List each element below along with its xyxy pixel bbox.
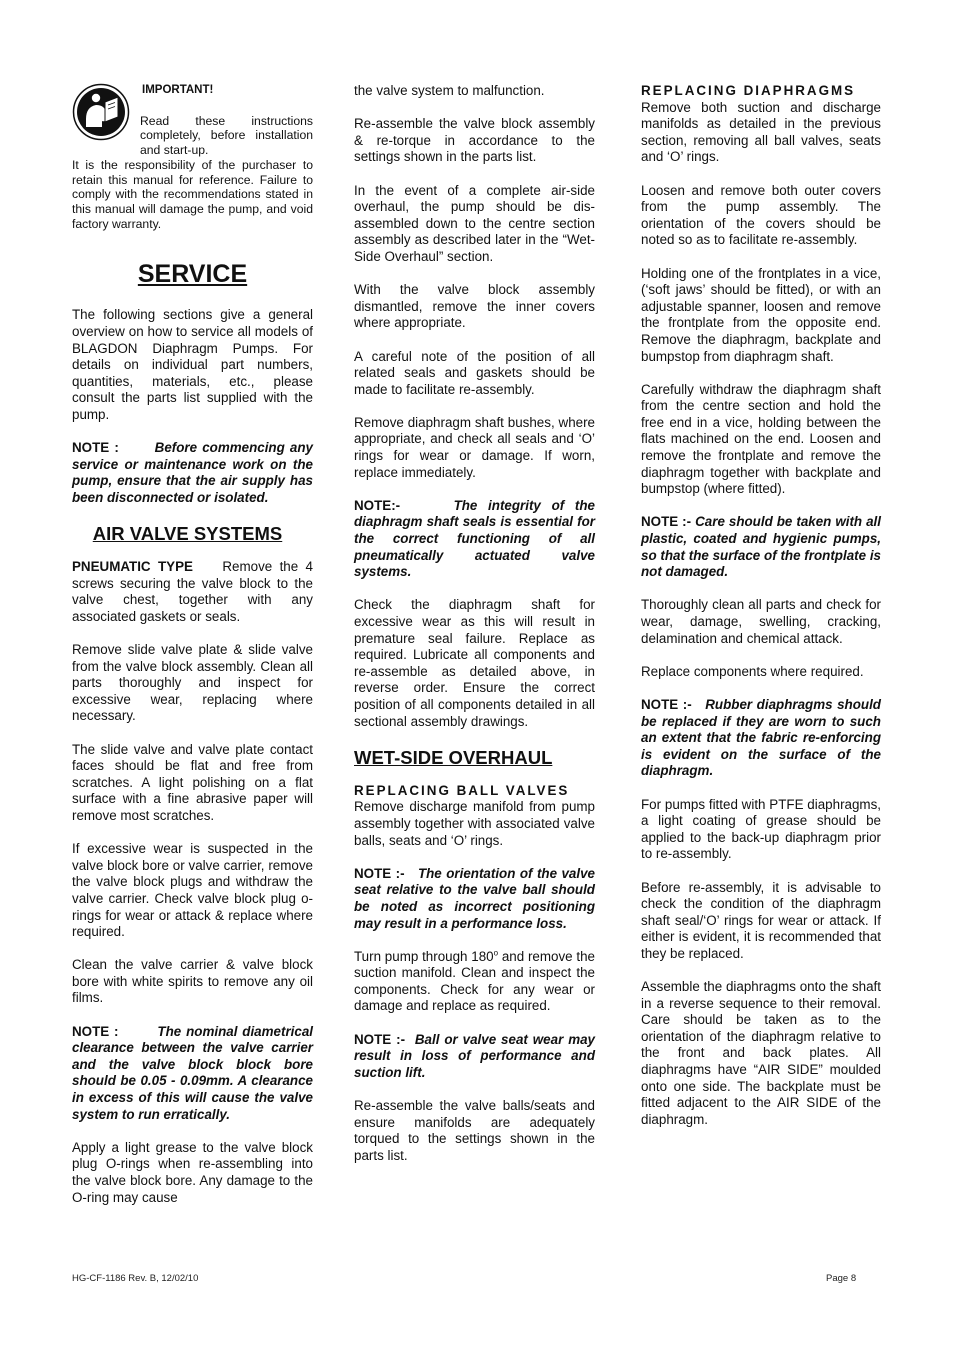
air-valve-p7: Re-assemble the valve block assembly & re-torque in accordance to the settings shown in the parts list. [354,116,595,165]
replacing-ball-valves: REPLACING BALL VALVES Remove discharge manifold from pump assembly together with associated valve balls, seats and ‘O’ rings. [354,782,595,848]
important-text-a: Read these instructions completely, before installation and start-up. [140,113,313,158]
column-1 [72,83,313,1223]
footer-doc-ref: HG-CF-1186 Rev. B, 12/02/10 [72,1273,199,1284]
important-title: IMPORTANT! [142,84,214,96]
footer-page-number: Page 8 [826,1273,857,1284]
wet-side-note1: NOTE :- The orientation of the valve seat relative to the valve ball should be noted as incorrect positioning may result in a performance loss. [354,865,595,931]
air-valve-p3: The slide valve and valve plate contact faces should be flat and free from scratches. A light polishing on a flat surface with a fine abrasive paper will remove most scratches. [72,741,313,823]
column-3 [641,83,881,1145]
air-valve-p2: Remove slide valve plate & slide valve from the valve block assembly. Clean all parts thoroughly and inspect for excessive wear, replacing where necessary. [72,642,313,724]
air-valve-p12: Check the diaphragm shaft for excessive wear as this will result in premature seal failure. Replace as required. Lubricate all components and re-assemble as detailed above, in reverse order. Ensure the correct position of all components detailed in all sectional assembly drawings. [354,597,595,729]
diaphragm-p4: Carefully withdraw the diaphragm shaft from the centre section and hold the free end in a vice, holding between the flats machined on the end. Loosen and remove the frontplate and remove the diaphragm together with backplate and bumpstop (where fitted). [641,381,881,497]
diaphragm-p9: Assemble the diaphragms onto the shaft in a reverse sequence to their removal. Care should be taken as to the orientation of the diaphragm relative to the front and back plates. All diaphragms have “AIR SIDE” moulded onto one side. The backplate must be fitted adjacent to the AIR SIDE of the diaphragm. [641,979,881,1127]
service-intro: The following sections give a general overview on how to service all models of BLAGDON Diaphragm Pumps. For details on individual part numbers, quantities, materials, etc., please consult the parts list supplied with the pump. [72,307,313,422]
read-manual-icon [72,83,130,141]
diaphragm-p3: Holding one of the frontplates in a vice, (‘soft jaws’ should be fitted), or with an adjustable spanner, loosen and remove the frontplate from the opposite end. Remove the diaphragm, backplate and bumpstop from diaphragm shaft. [641,265,881,364]
air-valve-p10: A careful note of the position of all related seals and gaskets should be made to facilitate re-assembly. [354,348,595,397]
diaphragm-p2: Loosen and remove both outer covers from the pump assembly. The orientation of the covers should be noted so as to facilitate re-assembly. [641,182,881,248]
diaphragm-p6: Replace components where required. [641,663,864,679]
air-valve-p11: Remove diaphragm shaft bushes, where appropriate, and check all seals and ‘O’ rings for wear or damage. If worn, replace immediately. [354,414,595,480]
pneumatic-type: PNEUMATIC TYPE Remove the 4 screws securing the valve block to the valve chest, together with any associated gaskets or seals. [72,559,313,624]
wet-side-note2: NOTE :- Ball or valve seat wear may result in loss of performance and suction lift. [354,1031,595,1080]
air-valve-p8: In the event of a complete air-side overhaul, the pump should be dis-assembled down to the centre section assembly as described later in the “Wet-Side Overhaul” section. [354,182,595,264]
important-notice [72,83,313,231]
diaphragm-p7: For pumps fitted with PTFE diaphragms, a light coating of grease should be applied to the back-up diaphragm prior to re-assembly. [641,796,881,862]
air-valve-p4: If excessive wear is suspected in the valve block bore or valve carrier, remove the valve block plugs and withdraw the valve carrier. Check valve block plug o-rings for wear or attack & replace where required. [72,841,313,940]
air-valve-p6: Apply a light grease to the valve block plug O-rings when re-assembling into the valve block bore. Any damage to the O-ring may cause [72,1139,313,1205]
diaphragm-note3: NOTE :- Care should be taken with all plastic, coated and hygienic pumps, so that the surface of the frontplate is not damaged. [641,514,881,580]
air-valve-note: NOTE : The nominal diametrical clearance between the valve carrier and the valve block block bore should be 0.05 - 0.09mm. A clearance in excess of this will cause the valve system to run erratically. [72,1023,313,1122]
air-valve-note2: NOTE:- The integrity of the diaphragm shaft seals is essential for the correct functioning of all pneumatically actuated valve systems. [354,497,595,580]
air-valve-p6-cont: the valve system to malfunction. [354,83,545,98]
service-note: NOTE : Before commencing any service or maintenance work on the pump, ensure that the air supply has been disconnected or isolated. [72,440,313,505]
column-2 [354,83,595,1181]
wet-side-reassemble: Re-assemble the valve balls/seats and ensure manifolds are adequately torqued to the settings shown in the parts list. [354,1098,595,1163]
air-valve-title: AIR VALVE SYSTEMS [92,523,283,545]
diaphragm-note4: NOTE :- Rubber diaphragms should be replaced if they are worn to such an extent that the fabric re-enforcing is evident on the surface of the diaphragm. [641,696,881,779]
replacing-diaphragms: REPLACING DIAPHRAGMS Remove both suction and discharge manifolds as detailed in the previous section, removing all ball valves, seats and ‘O’ rings. [641,83,881,165]
air-valve-p5: Clean the valve carrier & valve block bore with white spirits to remove any oil films. [72,957,313,1006]
diaphragm-p8: Before re-assembly, it is advisable to check the condition of the diaphragm shaft seal/‘O’ rings for wear or attack. If either is evident, it is recommended that they be replaced. [641,879,881,961]
important-text-b: It is the responsibility of the purchaser to retain this manual for reference. Failure to comply with the recommendations stated in this manual will damage the pump, and void factory warranty. [72,157,313,231]
wet-side-title: WET-SIDE OVERHAUL [354,746,553,768]
air-valve-p9: With the valve block assembly dismantled, remove the inner covers where appropriate. [354,282,595,331]
service-title: SERVICE [137,260,248,289]
wet-side-turn: Turn pump through 180$^o$ and remove the suction manifold. Clean and inspect the components. Check for any wear or damage and replace as required. [354,948,595,1014]
diaphragm-p5: Thoroughly clean all parts and check for wear, damage, swelling, cracking, delamination and chemical attack. [641,597,881,646]
